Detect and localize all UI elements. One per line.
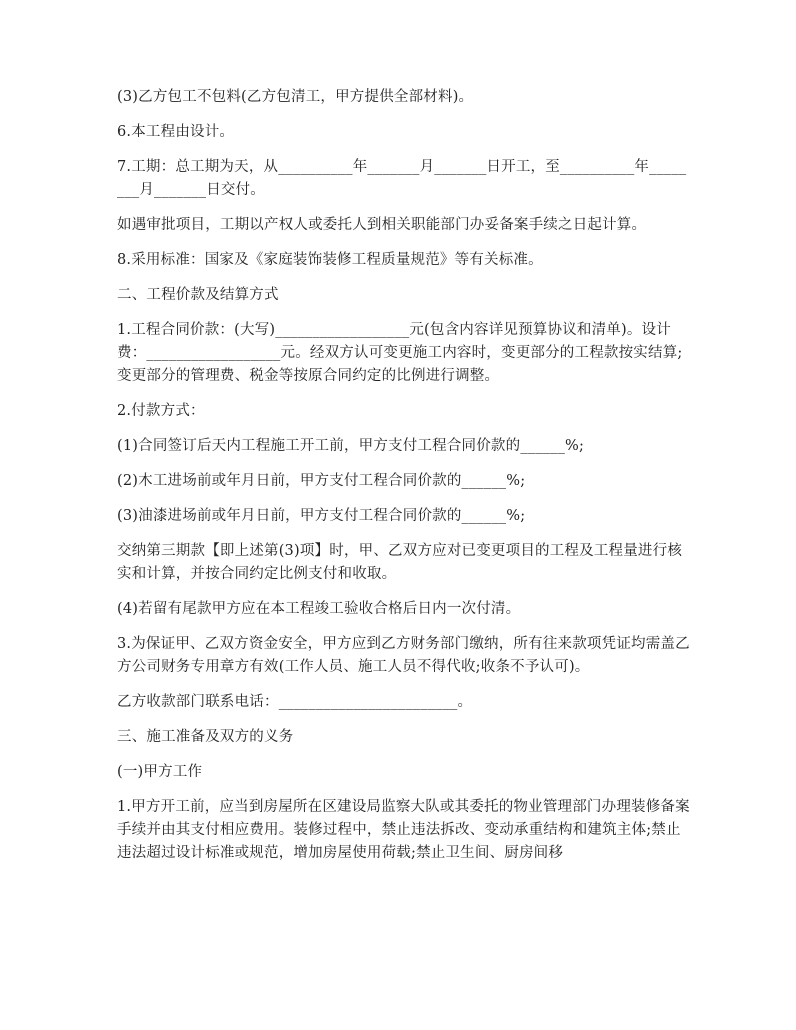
- third-payment-note: 交纳第三期款【即上述第(3)项】时，甲、乙双方应对已变更项目的工程及工程量进行核实和计算，并按合同约定比例支付和收取。: [117, 543, 683, 582]
- approval-note: 如遇审批项目，工期以产权人或委托人到相关职能部门办妥备案手续之日起计算。: [117, 217, 647, 233]
- clause-price-contract: 1.工程合同价款：(大写)__________________元(包含内容详见预算协议和清单)。设计费：__________________元。经双方认可变更施工内容时，变更部分的工程款按实结算;变更部分的管理费、税金等按原合同约定的比例进行调整。: [117, 322, 683, 384]
- clause-8-standards: 8.采用标准：国家及《家庭装饰装修工程质量规范》等有关标准。: [117, 252, 543, 268]
- payment-item-1: (1)合同签订后天内工程施工开工前，甲方支付工程合同价款的______%;: [117, 438, 585, 454]
- section-heading-price: 二、工程价款及结算方式: [117, 287, 279, 303]
- clause-fund-safety: 3.为保证甲、乙双方资金安全，甲方应到乙方财务部门缴纳，所有往来款项凭证均需盖乙方公司财务专用章方有效(工作人员、施工人员不得代收;收条不予认可)。: [117, 636, 690, 675]
- clause-3-labor-only: (3)乙方包工不包料(乙方包清工，甲方提供全部材料)。: [117, 89, 474, 105]
- payment-item-2: (2)木工进场前或年月日前，甲方支付工程合同价款的______%;: [117, 473, 526, 489]
- payment-item-4: (4)若留有尾款甲方应在本工程竣工验收合格后日内一次付清。: [117, 601, 521, 617]
- payment-item-3: (3)油漆进场前或年月日前，甲方支付工程合同价款的______%;: [117, 508, 526, 524]
- clause-6-design: 6.本工程由设计。: [117, 124, 235, 140]
- subsection-heading-party-a: (一)甲方工作: [117, 764, 203, 780]
- document-page: [117, 86, 692, 877]
- clause-7-schedule: 7.工期：总工期为天，从__________年_______月_______日开工，至__________年________月_______日交付。: [117, 159, 687, 198]
- finance-phone: 乙方收款部门联系电话：________________________。: [117, 694, 473, 710]
- clause-party-a-1: 1.甲方开工前，应当到房屋所在区建设局监察大队或其委托的物业管理部门办理装修备案手续并由其支付相应费用。装修过程中，禁止违法拆改、变动承重结构和建筑主体;禁止违法超过设计标准或规范，增加房屋使用荷载;禁止卫生间、厨房间移: [117, 799, 690, 861]
- section-heading-duties: 三、施工准备及双方的义务: [117, 729, 294, 745]
- clause-payment-method: 2.付款方式：: [117, 403, 205, 419]
